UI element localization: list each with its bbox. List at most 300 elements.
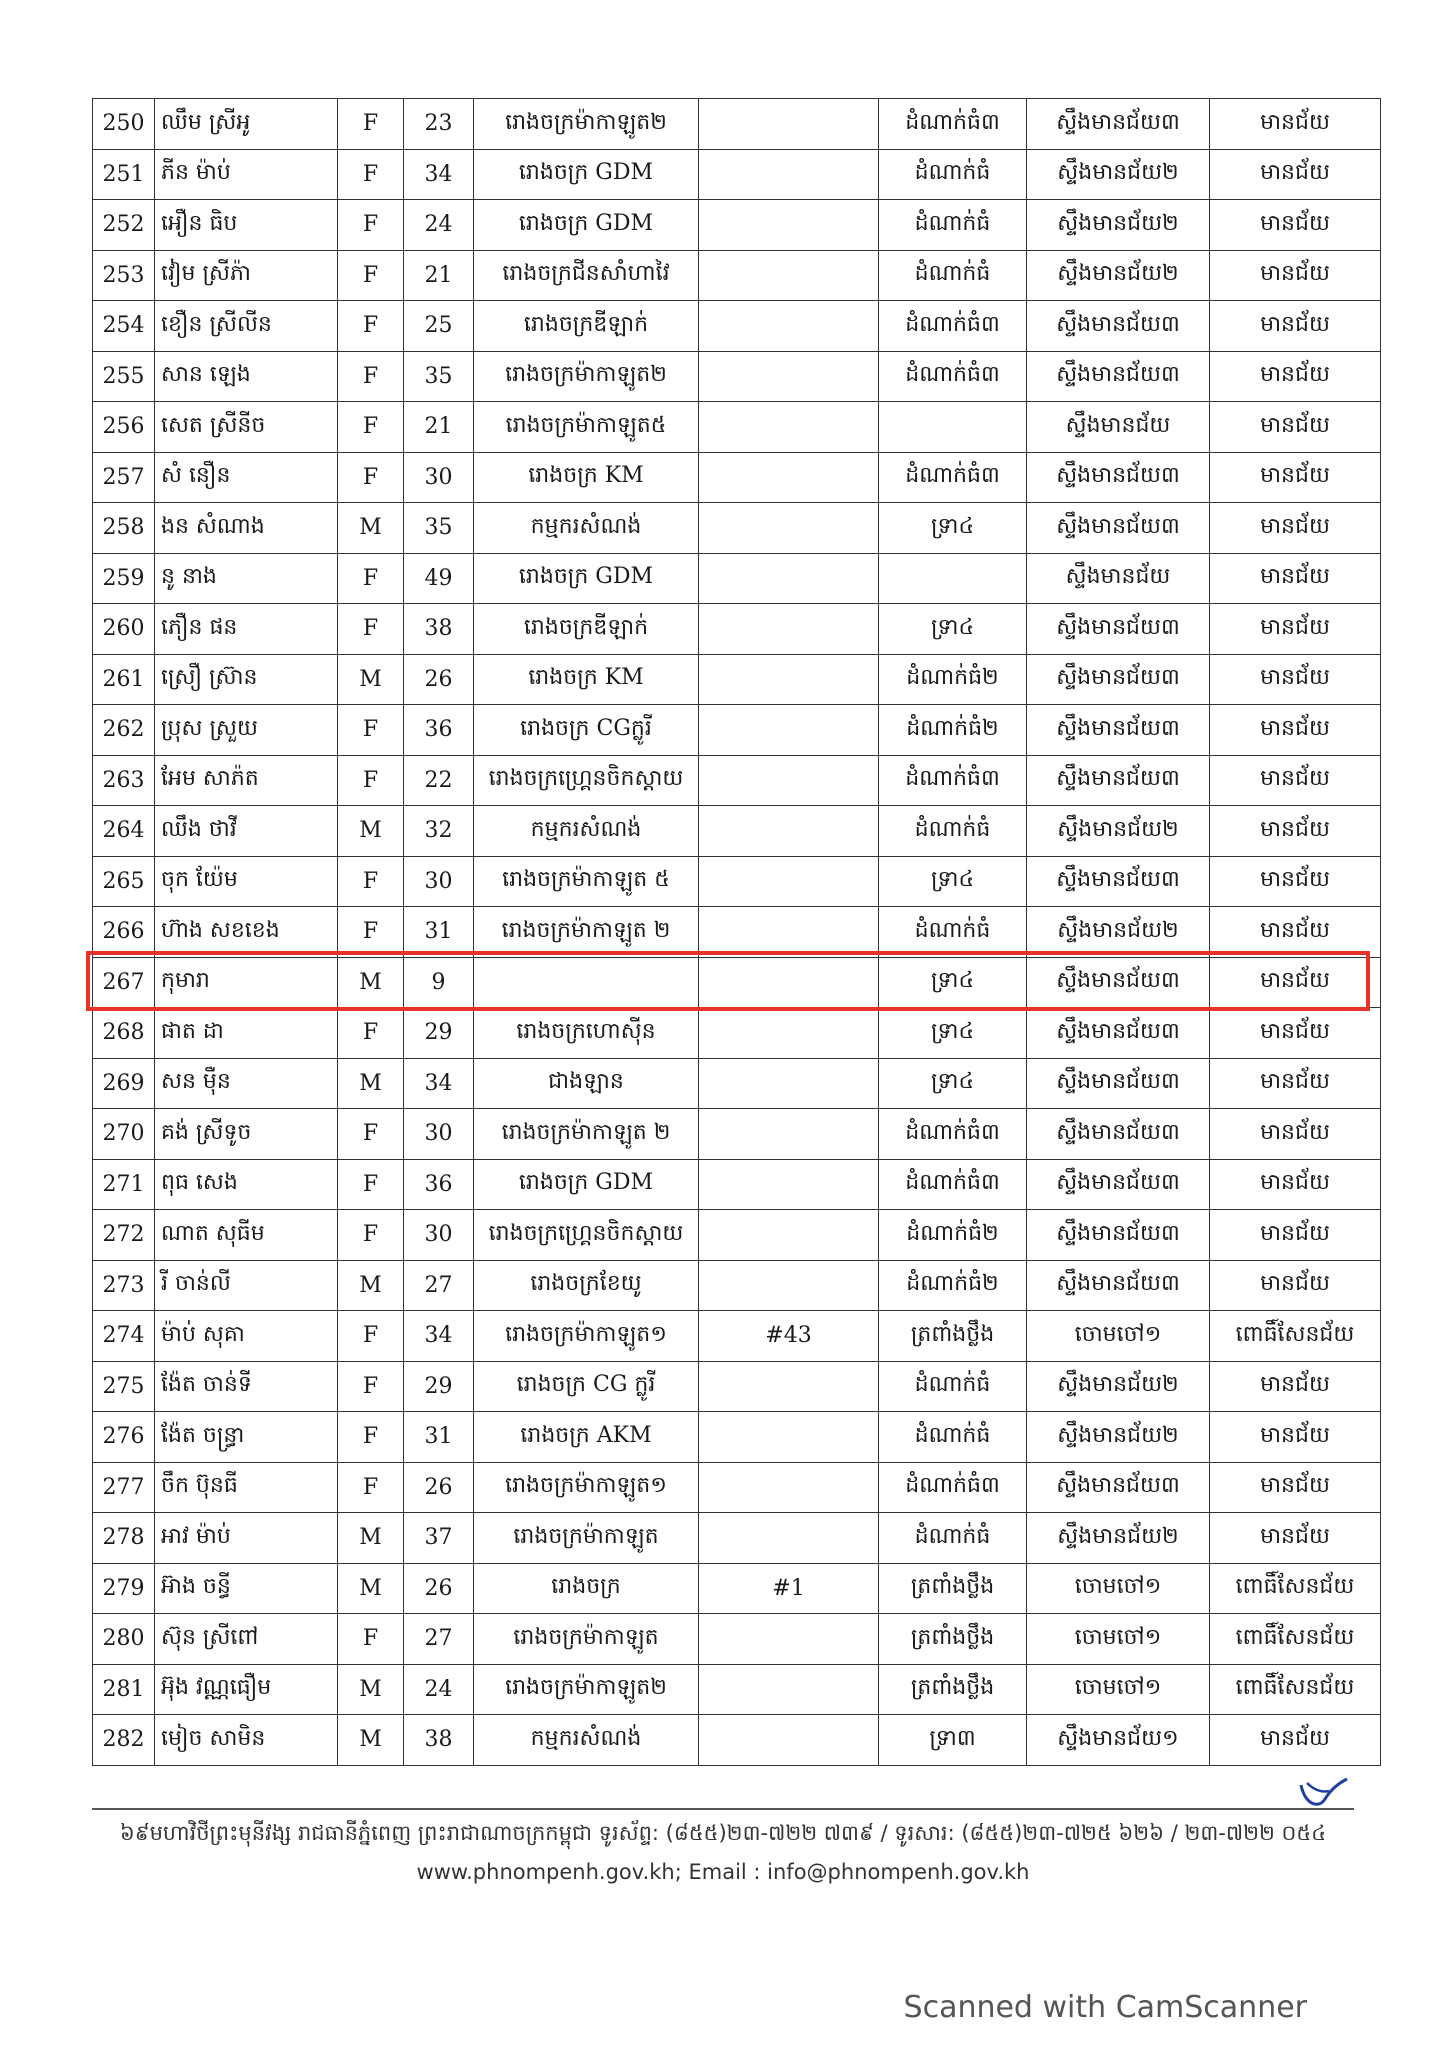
patient-age: 34 — [404, 1311, 474, 1362]
patient-name: នូ នាង — [155, 553, 338, 604]
patient-sangkat: ស្ទឹងមានជ័យ៣ — [1027, 1008, 1210, 1059]
table-row — [93, 806, 1381, 857]
case-link — [699, 604, 879, 655]
patient-age: 31 — [404, 907, 474, 958]
row-number: 277 — [93, 1462, 155, 1513]
table-body — [93, 99, 1381, 1766]
patient-village: ដំណាក់ធំ៣ — [879, 1159, 1027, 1210]
table-row — [93, 1311, 1381, 1362]
patient-sex: F — [338, 250, 404, 301]
patient-sangkat: ស្ទឹងមានជ័យ — [1027, 402, 1210, 453]
case-link — [699, 351, 879, 402]
patient-age: 30 — [404, 452, 474, 503]
table-row — [93, 1412, 1381, 1463]
patient-name: ចុក យ៉ែម — [155, 856, 338, 907]
patient-sangkat: ចោមចៅ១ — [1027, 1311, 1210, 1362]
patient-village: ដំណាក់ធំ៣ — [879, 99, 1027, 150]
patient-sex: F — [338, 1109, 404, 1160]
patient-khan: មានជ័យ — [1210, 1513, 1381, 1564]
patient-workplace: រោងចក្រខែយូ — [474, 1260, 699, 1311]
patient-sangkat: ស្ទឹងមានជ័យ៣ — [1027, 705, 1210, 756]
patient-age: 30 — [404, 1109, 474, 1160]
patient-sex: M — [338, 1058, 404, 1109]
patient-village: ដំណាក់ធំ៣ — [879, 452, 1027, 503]
patient-workplace: រោងចក្រ — [474, 1563, 699, 1614]
table-row — [93, 452, 1381, 503]
case-link — [699, 99, 879, 150]
patient-age: 34 — [404, 1058, 474, 1109]
case-link — [699, 452, 879, 503]
patient-workplace: រោងចក្រម៉ាកាឡូត ២ — [474, 1109, 699, 1160]
patient-workplace: កម្មករសំណង់ — [474, 503, 699, 554]
case-link — [699, 856, 879, 907]
row-number: 259 — [93, 553, 155, 604]
patient-khan: ពោធិ៍សែនជ័យ — [1210, 1563, 1381, 1614]
patient-workplace: រោងចក្រ CGក្លូរី — [474, 705, 699, 756]
patient-village: ដំណាក់ធំ — [879, 200, 1027, 251]
patient-workplace: រោងចក្រហ្គ្រេនចិកស្តាយ — [474, 755, 699, 806]
patient-sangkat: ស្ទឹងមានជ័យ២ — [1027, 149, 1210, 200]
patient-workplace: រោងចក្រ GDM — [474, 149, 699, 200]
row-number: 255 — [93, 351, 155, 402]
patient-sangkat: ស្ទឹងមានជ័យ — [1027, 553, 1210, 604]
table-row — [93, 705, 1381, 756]
patient-sex: M — [338, 654, 404, 705]
patient-workplace: រោងចក្រឌីឡាក់ — [474, 301, 699, 352]
patient-age: 36 — [404, 1159, 474, 1210]
table-row — [93, 1614, 1381, 1665]
case-link — [699, 1664, 879, 1715]
row-number: 276 — [93, 1412, 155, 1463]
patient-village: ដំណាក់ធំ៣ — [879, 1462, 1027, 1513]
patient-name: សំ នឿន — [155, 452, 338, 503]
patient-village: ទ្រា៤ — [879, 503, 1027, 554]
patient-sex: F — [338, 907, 404, 958]
patient-workplace: រោងចក្រម៉ាកាឡូត — [474, 1513, 699, 1564]
patient-khan: មានជ័យ — [1210, 856, 1381, 907]
table-row — [93, 1715, 1381, 1766]
patient-village: ត្រពាំងថ្លឹង — [879, 1311, 1027, 1362]
case-link — [699, 301, 879, 352]
row-number: 265 — [93, 856, 155, 907]
patient-khan: ពោធិ៍សែនជ័យ — [1210, 1614, 1381, 1665]
table-row — [93, 755, 1381, 806]
patient-sex: F — [338, 1159, 404, 1210]
patient-khan: មានជ័យ — [1210, 604, 1381, 655]
patient-sex: M — [338, 1563, 404, 1614]
patient-sangkat: ស្ទឹងមានជ័យ២ — [1027, 907, 1210, 958]
patient-workplace: រោងចក្រ CG ក្លូរី — [474, 1361, 699, 1412]
patient-age: 31 — [404, 1412, 474, 1463]
patient-name: ភឿន ផន — [155, 604, 338, 655]
table-row — [93, 1513, 1381, 1564]
case-link — [699, 1412, 879, 1463]
patient-name: វៀម ស្រីភ៉ា — [155, 250, 338, 301]
patient-sangkat: ចោមចៅ១ — [1027, 1614, 1210, 1665]
case-link — [699, 806, 879, 857]
patient-village: ដំណាក់ធំ — [879, 806, 1027, 857]
patient-sangkat: ស្ទឹងមានជ័យ៣ — [1027, 654, 1210, 705]
patient-sex: M — [338, 1664, 404, 1715]
table-row — [93, 604, 1381, 655]
patient-sex: F — [338, 1462, 404, 1513]
patient-workplace: រោងចក្រហ្គ្រេនចិកស្តាយ — [474, 1210, 699, 1261]
patient-table — [92, 98, 1381, 1766]
patient-village — [879, 402, 1027, 453]
patient-khan: មានជ័យ — [1210, 907, 1381, 958]
row-number: 272 — [93, 1210, 155, 1261]
case-link — [699, 1715, 879, 1766]
case-link — [699, 1361, 879, 1412]
patient-name: ង៉ែត ចាន់ទី — [155, 1361, 338, 1412]
patient-age: 27 — [404, 1614, 474, 1665]
patient-workplace: រោងចក្រ AKM — [474, 1412, 699, 1463]
patient-age: 21 — [404, 250, 474, 301]
patient-sangkat: ស្ទឹងមានជ័យ៣ — [1027, 301, 1210, 352]
table-row — [93, 553, 1381, 604]
table-row — [93, 1210, 1381, 1261]
patient-name: គង់ ស្រីទូច — [155, 1109, 338, 1160]
table-row — [93, 402, 1381, 453]
patient-sangkat: ស្ទឹងមានជ័យ៣ — [1027, 1109, 1210, 1160]
patient-village: ទ្រា៣ — [879, 1715, 1027, 1766]
patient-name: កុមារា — [155, 957, 338, 1008]
row-number: 268 — [93, 1008, 155, 1059]
table-row — [93, 1462, 1381, 1513]
patient-khan: មានជ័យ — [1210, 1361, 1381, 1412]
patient-khan: មានជ័យ — [1210, 553, 1381, 604]
patient-sex: F — [338, 200, 404, 251]
patient-sex: M — [338, 957, 404, 1008]
patient-sex: F — [338, 452, 404, 503]
patient-sex: F — [338, 553, 404, 604]
patient-sex: M — [338, 806, 404, 857]
row-number: 267 — [93, 957, 155, 1008]
patient-khan: មានជ័យ — [1210, 654, 1381, 705]
patient-sangkat: ចោមចៅ១ — [1027, 1664, 1210, 1715]
patient-khan: ពោធិ៍សែនជ័យ — [1210, 1664, 1381, 1715]
footer-contact: www.phnompenh.gov.kh; Email : info@phnompenh.gov.kh — [416, 1860, 1030, 1884]
patient-village: ដំណាក់ធំ៣ — [879, 351, 1027, 402]
patient-sangkat: ស្ទឹងមានជ័យ២ — [1027, 250, 1210, 301]
patient-sex: F — [338, 755, 404, 806]
patient-age: 38 — [404, 604, 474, 655]
patient-workplace: រោងចក្រម៉ាកាឡូត២ — [474, 99, 699, 150]
row-number: 271 — [93, 1159, 155, 1210]
case-link — [699, 200, 879, 251]
patient-sangkat: ស្ទឹងមានជ័យ៣ — [1027, 755, 1210, 806]
table-row — [93, 301, 1381, 352]
patient-sex: F — [338, 402, 404, 453]
patient-sangkat: ស្ទឹងមានជ័យ២ — [1027, 1513, 1210, 1564]
patient-village: ដំណាក់ធំ២ — [879, 705, 1027, 756]
scanner-watermark: Scanned with CamScanner — [903, 1990, 1307, 2025]
case-link — [699, 1513, 879, 1564]
patient-age: 26 — [404, 1462, 474, 1513]
case-link — [699, 250, 879, 301]
patient-khan: មានជ័យ — [1210, 1109, 1381, 1160]
patient-workplace: រោងចក្រម៉ាកាឡូត — [474, 1614, 699, 1665]
row-number: 278 — [93, 1513, 155, 1564]
table-row — [93, 149, 1381, 200]
patient-sex: M — [338, 1513, 404, 1564]
patient-sangkat: ស្ទឹងមានជ័យ២ — [1027, 1412, 1210, 1463]
table-row — [93, 1058, 1381, 1109]
patient-village: ដំណាក់ធំ — [879, 149, 1027, 200]
patient-age: 34 — [404, 149, 474, 200]
patient-sex: F — [338, 99, 404, 150]
patient-khan: មានជ័យ — [1210, 301, 1381, 352]
patient-village: ត្រពាំងថ្លឹង — [879, 1563, 1027, 1614]
patient-age: 49 — [404, 553, 474, 604]
patient-age: 9 — [404, 957, 474, 1008]
row-number: 260 — [93, 604, 155, 655]
footer-address: ៦៩មហាវិថីព្រះមុនីវង្ស រាជធានីភ្នំពេញ ព្រះរាជាណាចក្រកម្ពុជា ទូរស័ព្ទ: (៨៥៥)២៣-៧២២ ៧៣៩ / ទូរសារ: (៨៥៥)២៣-៧២៥ ៦២៦ / ២៣-៧២២ ០៥៤ — [119, 1821, 1327, 1845]
row-number: 274 — [93, 1311, 155, 1362]
patient-khan: មានជ័យ — [1210, 755, 1381, 806]
patient-name: អែម សាភ៉ត — [155, 755, 338, 806]
patient-village: ដំណាក់ធំ — [879, 1412, 1027, 1463]
patient-workplace: រោងចក្រ GDM — [474, 553, 699, 604]
patient-sangkat: ស្ទឹងមានជ័យ៣ — [1027, 1260, 1210, 1311]
row-number: 253 — [93, 250, 155, 301]
case-link — [699, 149, 879, 200]
row-number: 280 — [93, 1614, 155, 1665]
patient-name: ស្រឿ ស្រ៊ាន — [155, 654, 338, 705]
patient-khan: មានជ័យ — [1210, 1159, 1381, 1210]
patient-sangkat: ស្ទឹងមានជ័យ៣ — [1027, 957, 1210, 1008]
patient-age: 25 — [404, 301, 474, 352]
row-number: 254 — [93, 301, 155, 352]
patient-name: ស៊ុន ស្រីពៅ — [155, 1614, 338, 1665]
row-number: 257 — [93, 452, 155, 503]
patient-sangkat: ស្ទឹងមានជ័យ៣ — [1027, 1159, 1210, 1210]
patient-age: 35 — [404, 351, 474, 402]
row-number: 266 — [93, 907, 155, 958]
patient-name: អ៊ុង វណ្ណធឿម — [155, 1664, 338, 1715]
patient-age: 27 — [404, 1260, 474, 1311]
patient-khan: មានជ័យ — [1210, 1008, 1381, 1059]
table-row — [93, 654, 1381, 705]
row-number: 250 — [93, 99, 155, 150]
patient-name: អឿន ធិប — [155, 200, 338, 251]
table-row — [93, 503, 1381, 554]
patient-sangkat: ស្ទឹងមានជ័យ២ — [1027, 1361, 1210, 1412]
row-number: 263 — [93, 755, 155, 806]
case-link — [699, 1159, 879, 1210]
patient-sangkat: ស្ទឹងមានជ័យ៣ — [1027, 1058, 1210, 1109]
patient-workplace: រោងចក្រម៉ាកាឡូត១ — [474, 1311, 699, 1362]
patient-name: ខឿន ស្រីលីន — [155, 301, 338, 352]
table-row — [93, 250, 1381, 301]
patient-sex: F — [338, 1311, 404, 1362]
patient-khan: មានជ័យ — [1210, 200, 1381, 251]
patient-workplace: ជាងឡាន — [474, 1058, 699, 1109]
patient-name: ហ៊ាង សខខេង — [155, 907, 338, 958]
case-link: #43 — [699, 1311, 879, 1362]
patient-sex: M — [338, 1260, 404, 1311]
case-link — [699, 1109, 879, 1160]
case-link — [699, 1462, 879, 1513]
case-link — [699, 755, 879, 806]
patient-sex: M — [338, 503, 404, 554]
patient-village: ទ្រា៤ — [879, 1058, 1027, 1109]
patient-workplace: រោងចក្រម៉ាកាឡូត២ — [474, 1664, 699, 1715]
patient-workplace: រោងចក្រម៉ាកាឡូត២ — [474, 351, 699, 402]
table-row — [93, 1563, 1381, 1614]
patient-khan: មានជ័យ — [1210, 1462, 1381, 1513]
patient-workplace: កម្មករសំណង់ — [474, 1715, 699, 1766]
row-number: 275 — [93, 1361, 155, 1412]
patient-workplace: រោងចក្រម៉ាកាឡូត៥ — [474, 402, 699, 453]
row-number: 252 — [93, 200, 155, 251]
patient-village: ដំណាក់ធំ — [879, 1513, 1027, 1564]
row-number: 279 — [93, 1563, 155, 1614]
patient-age: 24 — [404, 1664, 474, 1715]
table-row — [93, 99, 1381, 150]
patient-age: 36 — [404, 705, 474, 756]
patient-sex: F — [338, 351, 404, 402]
patient-age: 32 — [404, 806, 474, 857]
table-row — [93, 1109, 1381, 1160]
patient-khan: មានជ័យ — [1210, 1715, 1381, 1766]
patient-workplace: រោងចក្រ KM — [474, 654, 699, 705]
patient-khan: មានជ័យ — [1210, 452, 1381, 503]
table-row — [93, 351, 1381, 402]
patient-age: 21 — [404, 402, 474, 453]
row-number: 264 — [93, 806, 155, 857]
case-link — [699, 654, 879, 705]
table-row — [93, 200, 1381, 251]
patient-workplace: កម្មករសំណង់ — [474, 806, 699, 857]
case-link — [699, 503, 879, 554]
case-link: #1 — [699, 1563, 879, 1614]
patient-khan: ពោធិ៍សែនជ័យ — [1210, 1311, 1381, 1362]
patient-sex: F — [338, 856, 404, 907]
patient-workplace: រោងចក្រម៉ាកាឡូត១ — [474, 1462, 699, 1513]
patient-age: 26 — [404, 1563, 474, 1614]
patient-workplace: រោងចក្រហោស៊ីន — [474, 1008, 699, 1059]
patient-workplace: រោងចក្រ KM — [474, 452, 699, 503]
patient-sex: F — [338, 1210, 404, 1261]
patient-name: អ៊ាង ចន្ធី — [155, 1563, 338, 1614]
row-number: 261 — [93, 654, 155, 705]
table-row — [93, 957, 1381, 1008]
table-row — [93, 1361, 1381, 1412]
patient-khan: មានជ័យ — [1210, 1058, 1381, 1109]
patient-khan: មានជ័យ — [1210, 705, 1381, 756]
patient-sangkat: ស្ទឹងមានជ័យ៣ — [1027, 503, 1210, 554]
patient-sangkat: ចោមចៅ១ — [1027, 1563, 1210, 1614]
patient-village: ដំណាក់ធំ៣ — [879, 1109, 1027, 1160]
patient-village: ដំណាក់ធំ២ — [879, 654, 1027, 705]
patient-age: 29 — [404, 1361, 474, 1412]
patient-sex: F — [338, 1412, 404, 1463]
patient-age: 35 — [404, 503, 474, 554]
patient-village: ទ្រា៤ — [879, 604, 1027, 655]
patient-sex: F — [338, 705, 404, 756]
patient-name: ប្រុស ស្រួយ — [155, 705, 338, 756]
patient-khan: មានជ័យ — [1210, 351, 1381, 402]
row-number: 256 — [93, 402, 155, 453]
row-number: 251 — [93, 149, 155, 200]
patient-village: ដំណាក់ធំ២ — [879, 1260, 1027, 1311]
patient-sangkat: ស្ទឹងមានជ័យ៣ — [1027, 856, 1210, 907]
patient-village: ទ្រា៤ — [879, 856, 1027, 907]
patient-workplace: រោងចក្រម៉ាកាឡូត ៥ — [474, 856, 699, 907]
patient-village: ទ្រា៤ — [879, 957, 1027, 1008]
case-link — [699, 1260, 879, 1311]
patient-name: ងន សំណាង — [155, 503, 338, 554]
footer-divider — [92, 1808, 1354, 1810]
patient-village — [879, 553, 1027, 604]
case-link — [699, 1058, 879, 1109]
case-link — [699, 1210, 879, 1261]
case-link — [699, 705, 879, 756]
patient-name: រី ចាន់លី — [155, 1260, 338, 1311]
patient-name: ង៉ែត ចន្ធ្រា — [155, 1412, 338, 1463]
patient-sangkat: ស្ទឹងមានជ័យ៣ — [1027, 99, 1210, 150]
patient-workplace: រោងចក្រ GDM — [474, 200, 699, 251]
case-link — [699, 957, 879, 1008]
patient-name: សាន ឡេង — [155, 351, 338, 402]
patient-name: អាវ ម៉ាប់ — [155, 1513, 338, 1564]
patient-sangkat: ស្ទឹងមានជ័យ២ — [1027, 200, 1210, 251]
patient-age: 30 — [404, 856, 474, 907]
patient-name: ម៉ាប់ សុគា — [155, 1311, 338, 1362]
patient-sex: M — [338, 1715, 404, 1766]
patient-name: ភីន ម៉ាប់ — [155, 149, 338, 200]
patient-name: មៀច សាមិន — [155, 1715, 338, 1766]
table-row — [93, 1008, 1381, 1059]
row-number: 273 — [93, 1260, 155, 1311]
row-number: 281 — [93, 1664, 155, 1715]
table-row — [93, 1159, 1381, 1210]
table-row — [93, 907, 1381, 958]
table-row — [93, 1664, 1381, 1715]
patient-sangkat: ស្ទឹងមានជ័យ៣ — [1027, 1462, 1210, 1513]
patient-name: សន ម៉ឺន — [155, 1058, 338, 1109]
patient-age: 30 — [404, 1210, 474, 1261]
patient-age: 24 — [404, 200, 474, 251]
patient-village: ដំណាក់ធំ — [879, 250, 1027, 301]
case-link — [699, 907, 879, 958]
patient-khan: មានជ័យ — [1210, 1210, 1381, 1261]
patient-name: ឈឹម ស្រីអូ — [155, 99, 338, 150]
patient-sangkat: ស្ទឹងមានជ័យ៣ — [1027, 452, 1210, 503]
patient-workplace — [474, 957, 699, 1008]
patient-village: ត្រពាំងថ្លឹង — [879, 1664, 1027, 1715]
patient-sangkat: ស្ទឹងមានជ័យ៣ — [1027, 351, 1210, 402]
patient-sangkat: ស្ទឹងមានជ័យ១ — [1027, 1715, 1210, 1766]
patient-sex: F — [338, 1008, 404, 1059]
patient-name: ឈឹង ថាវី — [155, 806, 338, 857]
patient-name: ពុធ សេង — [155, 1159, 338, 1210]
patient-sex: F — [338, 1614, 404, 1665]
patient-khan: មានជ័យ — [1210, 806, 1381, 857]
patient-village: ទ្រា៤ — [879, 1008, 1027, 1059]
patient-sex: F — [338, 1361, 404, 1412]
patient-age: 26 — [404, 654, 474, 705]
patient-village: ដំណាក់ធំ៣ — [879, 301, 1027, 352]
patient-khan: មានជ័យ — [1210, 1412, 1381, 1463]
patient-khan: មានជ័យ — [1210, 149, 1381, 200]
row-number: 270 — [93, 1109, 155, 1160]
patient-name: ណាត សុធីម — [155, 1210, 338, 1261]
patient-age: 22 — [404, 755, 474, 806]
patient-village: ដំណាក់ធំ — [879, 907, 1027, 958]
patient-name: ផាត ដា — [155, 1008, 338, 1059]
